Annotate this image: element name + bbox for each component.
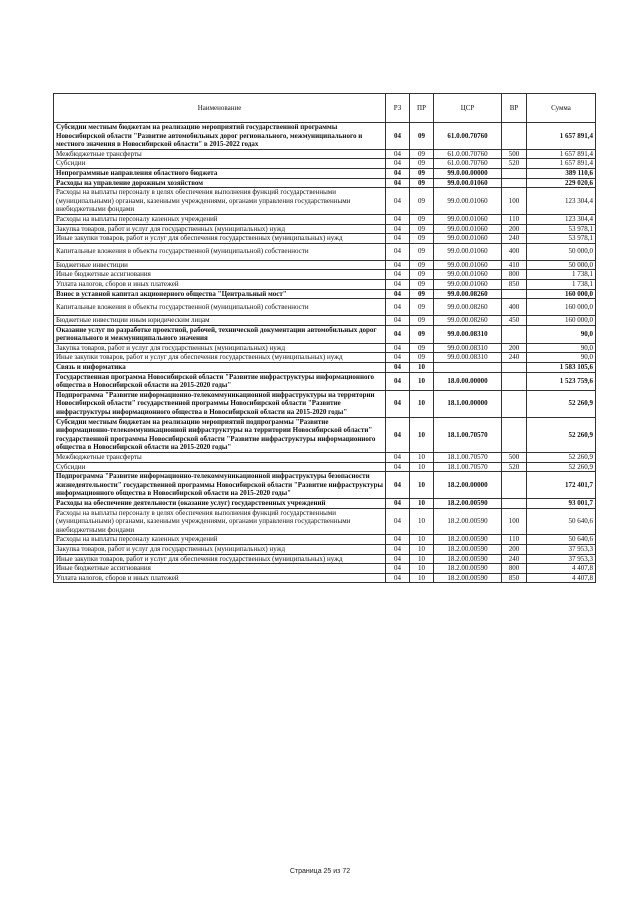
cell-rz: 04	[386, 472, 410, 499]
cell-sum: 52 260,9	[527, 453, 596, 463]
cell-csr: 99.0.00.01060	[434, 178, 502, 188]
cell-rz: 04	[386, 214, 410, 224]
cell-sum: 50 000,0	[527, 260, 596, 270]
cell-sum: 123 304,4	[527, 214, 596, 224]
cell-pr: 09	[410, 316, 434, 326]
cell-rz: 04	[386, 224, 410, 234]
cell-pr: 09	[410, 260, 434, 270]
cell-rz: 04	[386, 260, 410, 270]
cell-name: Взнос в уставной капитал акционерного общества "Центральный мост"	[54, 289, 386, 299]
cell-vr: 240	[502, 234, 527, 244]
cell-name: Закупка товаров, работ и услуг для государственных (муниципальных) нужд	[54, 544, 386, 554]
cell-vr: 200	[502, 343, 527, 353]
cell-sum: 1 738,1	[527, 279, 596, 289]
cell-name: Расходы на выплаты персоналу в целях обеспечения выполнения функций государственными (муниципальными) органами, казенными учреждениями, органами управления государственными внебюджетными фондами	[54, 188, 386, 215]
cell-vr	[502, 372, 527, 390]
cell-csr: 99.0.00.08310	[434, 343, 502, 353]
cell-vr: 110	[502, 214, 527, 224]
cell-name: Иные закупки товаров, работ и услуг для обеспечения государственных (муниципальных) нужд	[54, 234, 386, 244]
cell-pr: 10	[410, 462, 434, 472]
cell-rz: 04	[386, 353, 410, 363]
cell-csr: 99.0.00.08310	[434, 325, 502, 343]
cell-sum: 52 260,9	[527, 462, 596, 472]
cell-name: Субсидии местным бюджетам на реализацию мероприятий государственной программы Новосибирской области "Развитие автомобильных дорог регионального, межмуниципального и местного значения в Новосибирской области" в 2015-2022 годах	[54, 123, 386, 150]
cell-csr: 99.0.00.08260	[434, 316, 502, 326]
cell-rz: 04	[386, 270, 410, 280]
cell-csr: 99.0.00.08310	[434, 353, 502, 363]
cell-rz: 04	[386, 544, 410, 554]
table-row	[54, 289, 596, 299]
table-row	[54, 417, 596, 452]
cell-vr	[502, 472, 527, 499]
cell-name: Расходы на управление дорожным хозяйством	[54, 178, 386, 188]
cell-csr: 18.1.00.70570	[434, 417, 502, 452]
cell-rz: 04	[386, 188, 410, 215]
cell-sum: 1 657 891,4	[527, 159, 596, 169]
cell-vr: 400	[502, 299, 527, 316]
cell-sum: 1 738,1	[527, 270, 596, 280]
table-row	[54, 159, 596, 169]
cell-vr: 100	[502, 188, 527, 215]
cell-csr: 18.1.00.70570	[434, 462, 502, 472]
cell-rz: 04	[386, 178, 410, 188]
cell-name: Уплата налогов, сборов и иных платежей	[54, 573, 386, 583]
cell-csr: 99.0.00.01060	[434, 234, 502, 244]
cell-sum: 50 640,6	[527, 508, 596, 535]
cell-pr: 10	[410, 508, 434, 535]
cell-pr: 09	[410, 243, 434, 260]
cell-rz: 04	[386, 343, 410, 353]
cell-name: Межбюджетные трансферты	[54, 453, 386, 463]
cell-vr: 850	[502, 279, 527, 289]
cell-vr: 520	[502, 159, 527, 169]
cell-name: Непрограммные направления областного бюджета	[54, 168, 386, 178]
cell-vr: 200	[502, 224, 527, 234]
cell-sum: 1 523 759,6	[527, 372, 596, 390]
cell-pr: 09	[410, 123, 434, 150]
cell-rz: 04	[386, 535, 410, 545]
cell-rz: 04	[386, 453, 410, 463]
cell-name: Иные бюджетные ассигнования	[54, 270, 386, 280]
cell-csr: 99.0.00.08260	[434, 289, 502, 299]
cell-rz: 04	[386, 243, 410, 260]
table-row	[54, 453, 596, 463]
cell-pr: 10	[410, 498, 434, 508]
cell-pr: 09	[410, 149, 434, 159]
cell-name: Закупка товаров, работ и услуг для государственных (муниципальных) нужд	[54, 343, 386, 353]
cell-pr: 10	[410, 417, 434, 452]
header-rz: РЗ	[386, 94, 410, 123]
cell-csr: 18.2.00.00590	[434, 573, 502, 583]
cell-rz: 04	[386, 564, 410, 574]
cell-pr: 10	[410, 453, 434, 463]
cell-pr: 09	[410, 299, 434, 316]
cell-pr: 10	[410, 573, 434, 583]
cell-rz: 04	[386, 234, 410, 244]
table-row	[54, 325, 596, 343]
cell-sum: 1 657 891,4	[527, 149, 596, 159]
cell-rz: 04	[386, 289, 410, 299]
cell-csr: 18.2.00.00590	[434, 564, 502, 574]
cell-sum: 4 407,8	[527, 573, 596, 583]
table-row	[54, 224, 596, 234]
cell-rz: 04	[386, 417, 410, 452]
cell-sum: 50 000,0	[527, 243, 596, 260]
table-row	[54, 390, 596, 417]
cell-name: Государственная программа Новосибирской области "Развитие инфраструктуры информационного общества в Новосибирской области на 2015-2020 годы"	[54, 372, 386, 390]
cell-pr: 09	[410, 270, 434, 280]
table-row	[54, 353, 596, 363]
cell-vr	[502, 123, 527, 150]
cell-pr: 10	[410, 363, 434, 373]
cell-name: Подпрограмма "Развитие информационно-телекоммуникационной инфраструктуры безопасности жизнедеятельности" государственной программы Новосибирской области "Развитие инфраструктуры информационного общества в Новосибирской области на 2015-2020 годы"	[54, 472, 386, 499]
cell-sum: 52 260,9	[527, 417, 596, 452]
cell-name: Иные закупки товаров, работ и услуг для обеспечения государственных (муниципальных) нужд	[54, 554, 386, 564]
cell-sum: 160 000,0	[527, 289, 596, 299]
cell-name: Субсидии	[54, 462, 386, 472]
cell-csr: 61.0.00.70760	[434, 123, 502, 150]
cell-rz: 04	[386, 573, 410, 583]
table-row	[54, 316, 596, 326]
cell-name: Бюджетные инвестиции иным юридическим лицам	[54, 316, 386, 326]
cell-csr: 61.0.00.70760	[434, 149, 502, 159]
cell-pr: 10	[410, 564, 434, 574]
cell-vr: 100	[502, 508, 527, 535]
cell-name: Субсидии местным бюджетам на реализацию мероприятий подпрограммы "Развитие информационно-телекоммуникационной инфраструктуры на территории Новосибирской области" государственной программы Новосибирской области "Развитие инфраструктуры информационного общества в Новосибирской области на 2015-2020 годы"	[54, 417, 386, 452]
cell-vr: 800	[502, 270, 527, 280]
cell-vr	[502, 289, 527, 299]
cell-pr: 10	[410, 535, 434, 545]
cell-rz: 04	[386, 149, 410, 159]
cell-vr: 500	[502, 149, 527, 159]
cell-csr: 18.2.00.00000	[434, 472, 502, 499]
cell-rz: 04	[386, 123, 410, 150]
cell-pr: 09	[410, 214, 434, 224]
cell-pr: 09	[410, 159, 434, 169]
cell-pr: 09	[410, 353, 434, 363]
table-row	[54, 498, 596, 508]
cell-pr: 09	[410, 224, 434, 234]
cell-vr: 240	[502, 353, 527, 363]
cell-sum: 90,0	[527, 343, 596, 353]
cell-rz: 04	[386, 508, 410, 535]
table-row	[54, 472, 596, 499]
cell-vr: 500	[502, 453, 527, 463]
cell-name: Иные закупки товаров, работ и услуг для обеспечения государственных (муниципальных) нужд	[54, 353, 386, 363]
cell-sum: 160 000,0	[527, 316, 596, 326]
cell-pr: 09	[410, 289, 434, 299]
cell-csr: 18.2.00.00590	[434, 508, 502, 535]
cell-pr: 10	[410, 544, 434, 554]
cell-pr: 09	[410, 178, 434, 188]
cell-name: Оказание услуг по разработке проектной, рабочей, технической документации автомобильных дорог регионального и межмуниципального значения	[54, 325, 386, 343]
table-row	[54, 270, 596, 280]
cell-pr: 09	[410, 279, 434, 289]
cell-sum: 1 657 891,4	[527, 123, 596, 150]
table-body	[54, 123, 596, 583]
table-row	[54, 299, 596, 316]
cell-csr: 99.0.00.00000	[434, 168, 502, 178]
page-number: Страница 25 из 72	[289, 868, 351, 875]
cell-vr: 800	[502, 564, 527, 574]
header-sum: Сумма	[527, 94, 596, 123]
header-vr: ВР	[502, 94, 527, 123]
table-row	[54, 573, 596, 583]
cell-pr: 09	[410, 168, 434, 178]
table-row	[54, 554, 596, 564]
table-row	[54, 343, 596, 353]
cell-vr: 400	[502, 243, 527, 260]
cell-vr	[502, 417, 527, 452]
cell-csr: 18.2.00.00590	[434, 544, 502, 554]
table-row	[54, 168, 596, 178]
table-row	[54, 178, 596, 188]
cell-sum: 172 401,7	[527, 472, 596, 499]
cell-sum: 123 304,4	[527, 188, 596, 215]
cell-sum: 1 583 105,6	[527, 363, 596, 373]
cell-vr: 520	[502, 462, 527, 472]
cell-vr	[502, 325, 527, 343]
table-row	[54, 564, 596, 574]
cell-sum: 50 640,6	[527, 535, 596, 545]
cell-vr	[502, 168, 527, 178]
table-row	[54, 279, 596, 289]
cell-vr: 200	[502, 544, 527, 554]
cell-csr: 99.0.00.01060	[434, 188, 502, 215]
cell-rz: 04	[386, 159, 410, 169]
cell-rz: 04	[386, 299, 410, 316]
cell-name: Расходы на обеспечение деятельности (оказание услуг) государственных учреждений	[54, 498, 386, 508]
table-row	[54, 544, 596, 554]
cell-sum: 37 953,3	[527, 554, 596, 564]
cell-vr	[502, 390, 527, 417]
cell-csr: 18.0.00.00000	[434, 372, 502, 390]
cell-name: Расходы на выплаты персоналу казенных учреждений	[54, 535, 386, 545]
cell-csr: 99.0.00.01060	[434, 224, 502, 234]
cell-name: Субсидии	[54, 159, 386, 169]
header-pr: ПР	[410, 94, 434, 123]
cell-sum: 160 000,0	[527, 299, 596, 316]
table-row	[54, 462, 596, 472]
header-name: Наименование	[54, 94, 386, 123]
cell-vr: 450	[502, 316, 527, 326]
cell-vr: 850	[502, 573, 527, 583]
cell-pr: 10	[410, 554, 434, 564]
header-csr: ЦСР	[434, 94, 502, 123]
cell-pr: 10	[410, 372, 434, 390]
cell-vr: 240	[502, 554, 527, 564]
cell-vr: 110	[502, 535, 527, 545]
cell-pr: 10	[410, 390, 434, 417]
table-row	[54, 234, 596, 244]
cell-csr: 99.0.00.01060	[434, 279, 502, 289]
cell-csr: 18.1.00.70570	[434, 453, 502, 463]
cell-sum: 90,0	[527, 353, 596, 363]
table-row	[54, 214, 596, 224]
cell-name: Иные бюджетные ассигнования	[54, 564, 386, 574]
cell-csr: 18.2.00.00590	[434, 554, 502, 564]
cell-sum: 53 978,1	[527, 224, 596, 234]
cell-name: Связь и информатика	[54, 363, 386, 373]
table-header-row	[54, 94, 596, 123]
cell-vr	[502, 363, 527, 373]
cell-csr: 18.2.00.00590	[434, 498, 502, 508]
cell-name: Закупка товаров, работ и услуг для государственных (муниципальных) нужд	[54, 224, 386, 234]
cell-name: Бюджетные инвестиции	[54, 260, 386, 270]
table-row	[54, 508, 596, 535]
table-row	[54, 535, 596, 545]
cell-sum: 229 020,6	[527, 178, 596, 188]
cell-sum: 389 110,6	[527, 168, 596, 178]
cell-csr: 99.0.00.01060	[434, 270, 502, 280]
cell-csr: 18.1.00.00000	[434, 390, 502, 417]
table-row	[54, 363, 596, 373]
cell-sum: 90,0	[527, 325, 596, 343]
budget-table	[53, 93, 596, 583]
cell-rz: 04	[386, 363, 410, 373]
cell-name: Расходы на выплаты персоналу в целях обеспечения выполнения функций государственными (муниципальными) органами, казенными учреждениями, органами управления государственными внебюджетными фондами	[54, 508, 386, 535]
cell-pr: 10	[410, 472, 434, 499]
cell-pr: 09	[410, 343, 434, 353]
cell-name: Межбюджетные трансферты	[54, 149, 386, 159]
cell-pr: 09	[410, 188, 434, 215]
cell-rz: 04	[386, 168, 410, 178]
table-row	[54, 260, 596, 270]
cell-csr	[434, 363, 502, 373]
cell-vr	[502, 178, 527, 188]
cell-rz: 04	[386, 498, 410, 508]
cell-csr: 99.0.00.01060	[434, 214, 502, 224]
cell-name: Расходы на выплаты персоналу казенных учреждений	[54, 214, 386, 224]
cell-rz: 04	[386, 279, 410, 289]
cell-rz: 04	[386, 372, 410, 390]
table-row	[54, 188, 596, 215]
cell-sum: 52 260,9	[527, 390, 596, 417]
cell-name: Капитальные вложения в объекты государственной (муниципальной) собственности	[54, 299, 386, 316]
cell-sum: 53 978,1	[527, 234, 596, 244]
cell-vr	[502, 498, 527, 508]
cell-pr: 09	[410, 234, 434, 244]
cell-rz: 04	[386, 554, 410, 564]
cell-name: Капитальные вложения в объекты государственной (муниципальной) собственности	[54, 243, 386, 260]
cell-sum: 37 953,3	[527, 544, 596, 554]
cell-csr: 99.0.00.08260	[434, 299, 502, 316]
cell-csr: 18.2.00.00590	[434, 535, 502, 545]
table-row	[54, 243, 596, 260]
table-row	[54, 149, 596, 159]
cell-name: Подпрограмма "Развитие информационно-телекоммуникационной инфраструктуры на территории Новосибирской области" государственной программы Новосибирской области "Развитие инфраструктуры информационного общества в Новосибирской области на 2015-2020 годы"	[54, 390, 386, 417]
cell-name: Уплата налогов, сборов и иных платежей	[54, 279, 386, 289]
cell-sum: 93 001,7	[527, 498, 596, 508]
cell-csr: 99.0.00.01060	[434, 260, 502, 270]
cell-vr: 410	[502, 260, 527, 270]
cell-rz: 04	[386, 325, 410, 343]
cell-sum: 4 407,8	[527, 564, 596, 574]
table-row	[54, 372, 596, 390]
cell-csr: 61.0.00.70760	[434, 159, 502, 169]
cell-rz: 04	[386, 390, 410, 417]
cell-csr: 99.0.00.01060	[434, 243, 502, 260]
table-row	[54, 123, 596, 150]
cell-rz: 04	[386, 462, 410, 472]
cell-pr: 09	[410, 325, 434, 343]
cell-rz: 04	[386, 316, 410, 326]
